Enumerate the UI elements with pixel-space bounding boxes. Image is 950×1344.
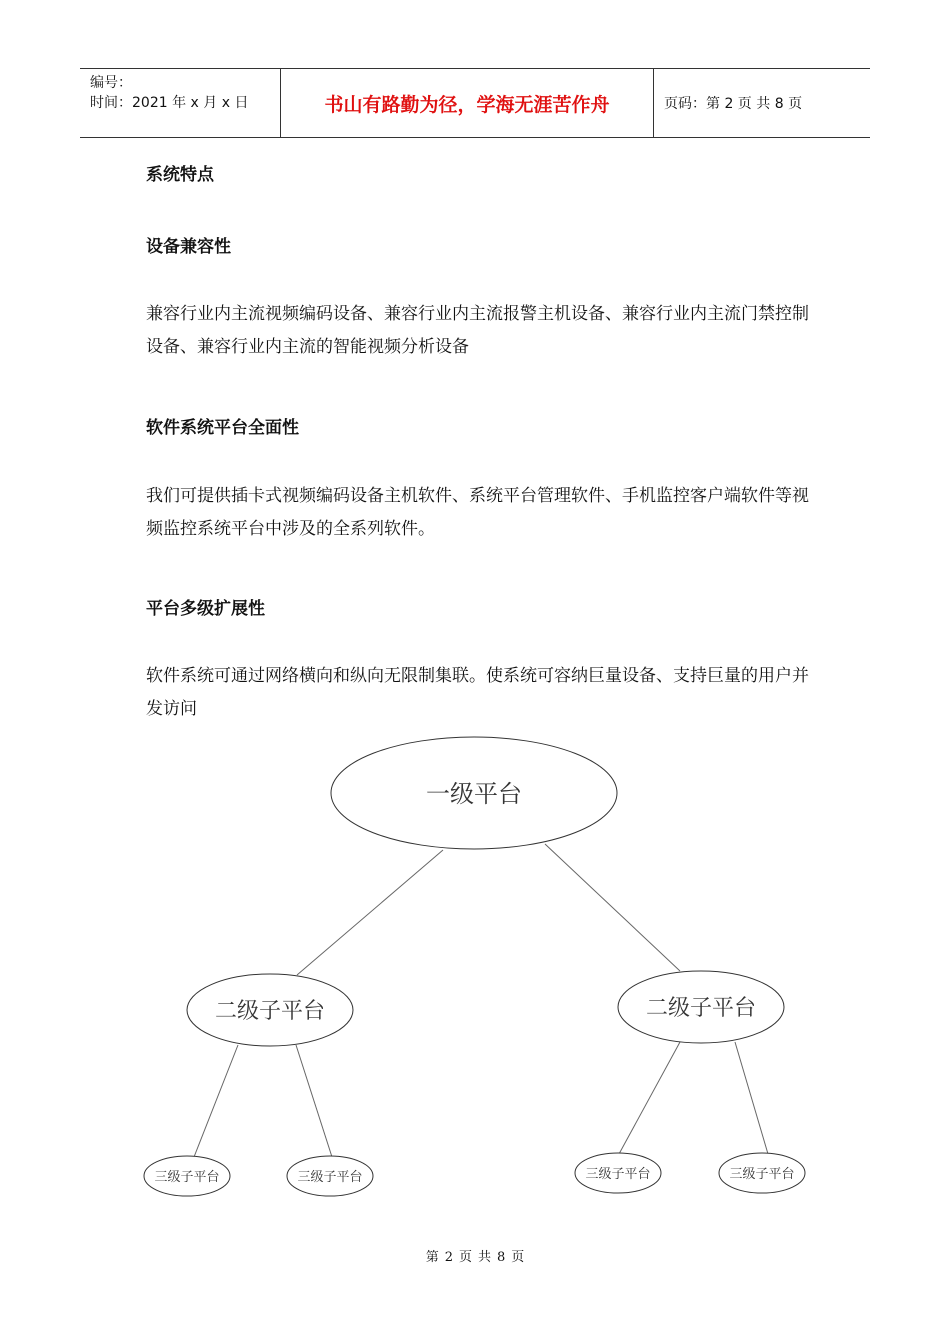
paragraph-platform-scalability: 软件系统可通过网络横向和纵向无限制集联。使系统可容纳巨量设备、支持巨量的用户并发访问 [146,666,809,719]
page-header [80,68,870,138]
node-level3-4 [719,1153,805,1193]
node-level3-1 [144,1156,230,1196]
heading-software-completeness: 软件系统平台全面性 [146,418,299,438]
node-level3-2 [287,1156,373,1196]
node-level3-2-label: 三级子平台 [297,1170,363,1185]
footer-total-word: 共 [478,1250,492,1265]
edge-left-a [194,1045,238,1157]
header-info-cell [80,69,281,137]
node-level3-1-label: 三级子平台 [154,1170,220,1185]
heading-platform-scalability: 平台多级扩展性 [146,599,265,619]
page-footer [0,1246,950,1265]
node-level3-3-label: 三级子平台 [585,1167,651,1182]
footer-total-pages: 8 [497,1250,506,1265]
header-page-label: 页码：第 2 页 共 8 页 [664,96,803,112]
platform-hierarchy-diagram [0,730,950,1210]
node-level2-right-label: 二级子平台 [645,996,757,1021]
node-root-label: 一级平台 [426,780,522,808]
edge-right-b [735,1042,768,1154]
heading-device-compatibility: 设备兼容性 [146,237,231,257]
node-level2-left-label: 二级子平台 [214,999,326,1024]
node-level3-4-label: 三级子平台 [729,1167,795,1182]
paragraph-software-completeness: 我们可提供插卡式视频编码设备主机软件、系统平台管理软件、手机监控客户端软件等视频监控系统平台中涉及的全系列软件。 [146,486,809,539]
document-number-label: 编号： [90,75,132,91]
footer-current-page: 2 [444,1250,453,1265]
node-level3-3 [575,1153,661,1193]
header-motto: 书山有路勤为径，学海无涯苦作舟 [281,69,654,137]
edge-left-b [296,1045,332,1157]
edge-root-left [297,850,443,975]
node-level2-right [618,971,784,1043]
edge-root-right [545,844,680,971]
paragraph-device-compatibility: 兼容行业内主流视频编码设备、兼容行业内主流报警主机设备、兼容行业内主流门禁控制设备、兼容行业内主流的智能视频分析设备 [146,304,809,357]
footer-suffix: 页 [511,1250,525,1265]
footer-page-word: 页 [458,1250,472,1265]
document-date-label: 时间：2021 年 x 月 x 日 [90,95,249,111]
footer-prefix: 第 [425,1250,439,1265]
node-root [331,737,617,849]
edge-right-a [619,1042,680,1154]
node-level2-left [187,974,353,1046]
section-title: 系统特点 [146,165,214,185]
